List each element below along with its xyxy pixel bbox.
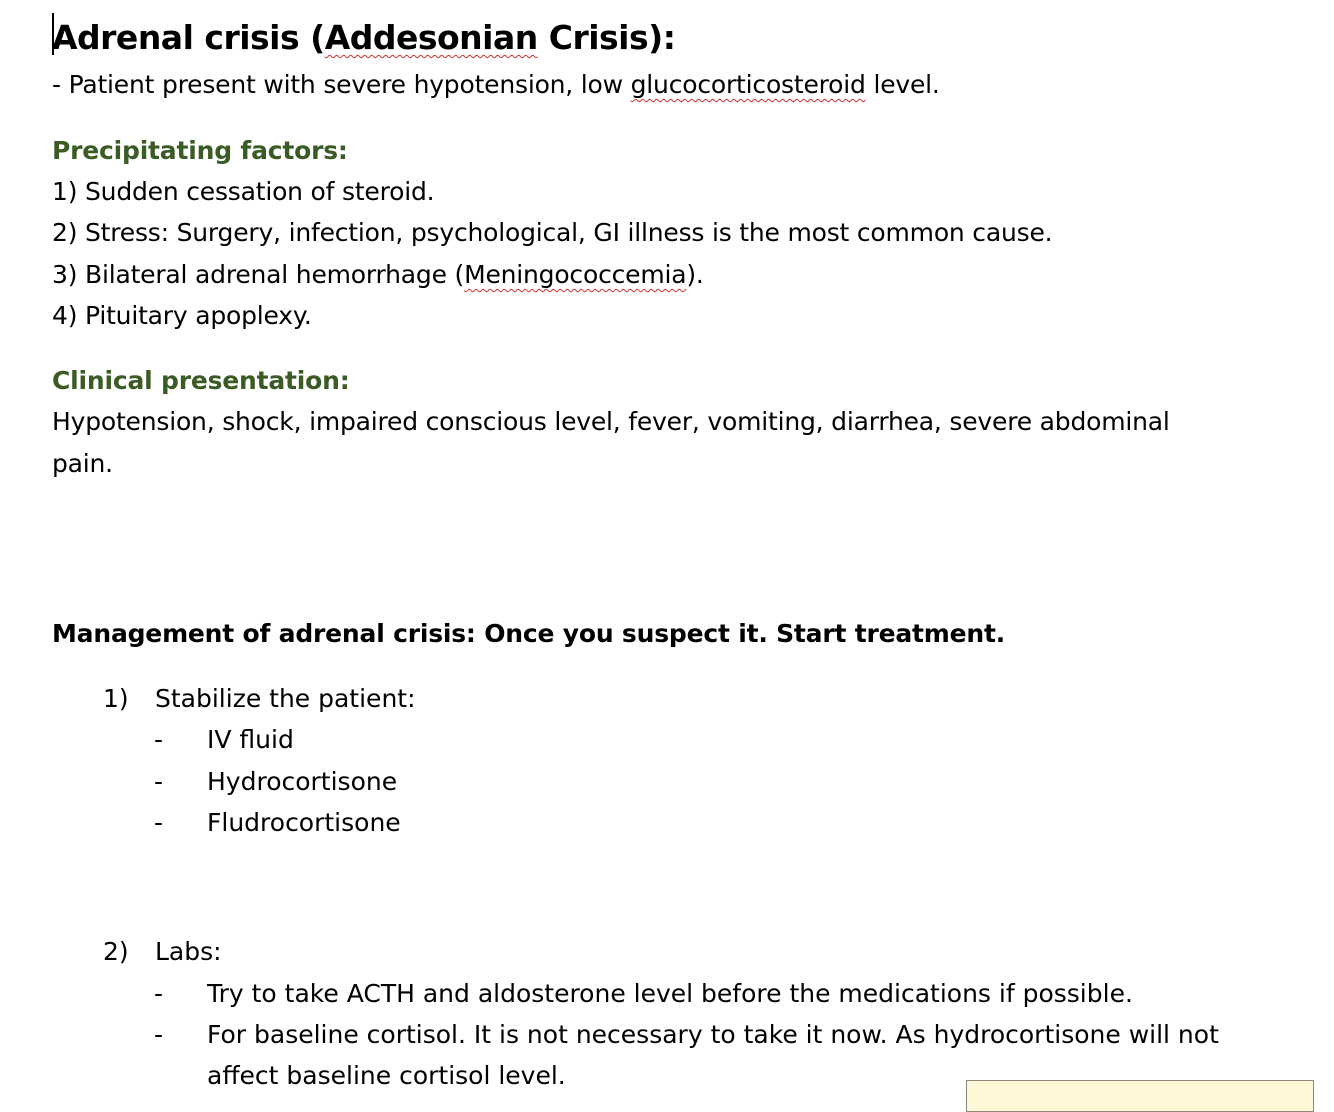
step-1-label[interactable]: Stabilize the patient: bbox=[155, 684, 416, 713]
item3-suffix: ). bbox=[686, 260, 704, 289]
intro-line[interactable] bbox=[52, 64, 940, 105]
clinical-heading: Clinical presentation: bbox=[52, 366, 350, 395]
precipitating-item-4[interactable]: 4) Pituitary apoplexy. bbox=[52, 301, 312, 330]
step-1-sub-1[interactable]: IV fluid bbox=[207, 725, 294, 754]
step-1-sub-3[interactable]: Fludrocortisone bbox=[207, 808, 401, 837]
precipitating-item-1[interactable]: 1) Sudden cessation of steroid. bbox=[52, 177, 435, 206]
item3-misspelled-word[interactable]: Meningococcemia bbox=[464, 260, 687, 289]
step-1-sub-1-dash: - bbox=[154, 725, 164, 754]
step-1-sub-2-dash: - bbox=[154, 767, 164, 796]
management-heading: Management of adrenal crisis: Once you suspect it. Start treatment. bbox=[52, 619, 1006, 648]
title-prefix: Adrenal crisis ( bbox=[52, 18, 325, 57]
intro-misspelled-word[interactable]: glucocorticosteroid bbox=[630, 70, 866, 99]
step-2-sub-1-dash: - bbox=[154, 979, 164, 1008]
step-2-number: 2) bbox=[103, 937, 129, 966]
item3-prefix: 3) Bilateral adrenal hemorrhage ( bbox=[52, 260, 465, 289]
document-title[interactable] bbox=[52, 16, 675, 60]
step-2-sub-2-line-1[interactable]: For baseline cortisol. It is not necessary to take it now. As hydrocortisone will not bbox=[207, 1020, 1219, 1049]
step-1-sub-2[interactable]: Hydrocortisone bbox=[207, 767, 398, 796]
clinical-line-1[interactable]: Hypotension, shock, impaired conscious level, fever, vomiting, diarrhea, severe abdominal bbox=[52, 407, 1170, 436]
precipitating-item-3[interactable] bbox=[52, 254, 704, 295]
step-2-sub-2-dash: - bbox=[154, 1020, 164, 1049]
intro-prefix: - Patient present with severe hypotension, low bbox=[52, 70, 631, 99]
step-2-sub-2-line-2[interactable]: affect baseline cortisol level. bbox=[207, 1061, 566, 1090]
step-2-sub-1[interactable]: Try to take ACTH and aldosterone level before the medications if possible. bbox=[207, 979, 1133, 1008]
step-1-sub-3-dash: - bbox=[154, 808, 164, 837]
precipitating-item-2[interactable]: 2) Stress: Surgery, infection, psychological, GI illness is the most common cause. bbox=[52, 218, 1053, 247]
clinical-line-2[interactable]: pain. bbox=[52, 449, 113, 478]
title-suffix: Crisis): bbox=[537, 18, 676, 57]
step-1-number: 1) bbox=[103, 684, 129, 713]
comment-note-box[interactable] bbox=[966, 1080, 1314, 1112]
precipitating-heading: Precipitating factors: bbox=[52, 136, 348, 165]
intro-suffix: level. bbox=[865, 70, 940, 99]
step-2-label[interactable]: Labs: bbox=[155, 937, 222, 966]
title-misspelled-word[interactable]: Addesonian bbox=[324, 18, 538, 57]
